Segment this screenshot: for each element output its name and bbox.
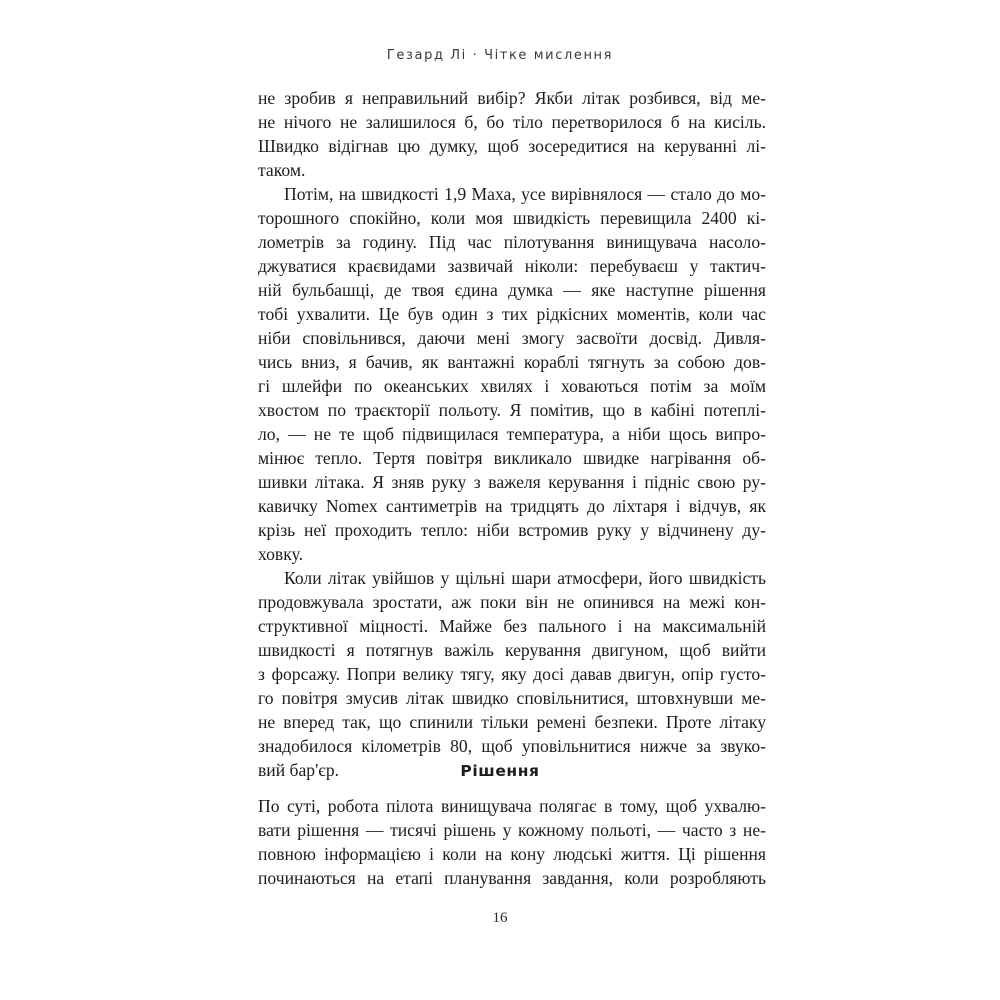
text-line: знадобилося кілометрів 80, щоб уповільнитися нижче за звуко- [258, 736, 766, 756]
section-heading: Рішення [460, 762, 540, 780]
text-line: торошного спокійно, коли моя швидкість перевищила 2400 кі- [258, 208, 766, 228]
page-number: 16 [492, 910, 508, 926]
text-line: хвостом по траєкторії польоту. Я помітив, що в кабіні потеплі- [258, 400, 766, 420]
text-line: По суті, робота пілота винищувача полягає в тому, щоб ухвалю- [258, 796, 766, 816]
text-line: таком. [258, 160, 306, 180]
text-line: кавичку Nomex сантиметрів на тридцять до ліхтаря і відчув, як [258, 496, 766, 516]
text-line: повною інформацією і коли на кону людські життя. Ці рішення [258, 844, 766, 864]
text-line: чись вниз, я бачив, як вантажні кораблі тягнуть за собою дов- [258, 352, 766, 372]
text-line: Коли літак увійшов у щільні шари атмосфери, його швидкість [284, 568, 766, 588]
text-line: тобі ухвалити. Це був один з тих рідкісних моментів, коли час [258, 304, 766, 324]
text-line: починаються на етапі планування завдання, коли розробляють [258, 868, 766, 888]
body-text [258, 86, 766, 782]
text-line: продовжувала зростати, аж поки він не опинився на межі кон- [258, 592, 766, 612]
text-line: джуватися краєвидами зазвичай ніколи: перебуваєш у тактич- [258, 256, 766, 276]
text-line: Швидко відігнав цю думку, щоб зосередитися на керуванні лі- [258, 136, 766, 156]
text-line: лометрів за годину. Під час пілотування винищувача насоло- [258, 232, 766, 252]
text-line: структивної міцності. Майже без пального і на максимальній [258, 616, 766, 636]
text-line: мінює тепло. Тертя повітря викликало швидке нагрівання об- [258, 448, 766, 468]
text-line: шивки літака. Я зняв руку з важеля керування і підніс свою ру- [258, 472, 766, 492]
text-line: го повітря змусив літак швидко сповільнитися, штовхнувши ме- [258, 688, 766, 708]
text-line: крізь неї проходить тепло: ніби встромив руку у відчинену ду- [258, 520, 766, 540]
body-text-section [258, 794, 766, 890]
text-line: Потім, на швидкості 1,9 Маха, усе вирівнялося — стало до мо- [284, 184, 766, 204]
text-line: ло, — не те щоб підвищилася температура, а ніби щось випро- [258, 424, 766, 444]
text-line: не вперед так, що спинили тільки ремені безпеки. Проте літаку [258, 712, 766, 732]
text-line: ніби сповільнився, даючи мені змогу засвоїти досвід. Дивля- [258, 328, 766, 348]
text-line: не зробив я неправильний вибір? Якби літак розбився, від ме- [258, 88, 766, 108]
text-line: швидкості я потягнув важіль керування двигуном, щоб вийти [258, 640, 766, 660]
running-header: Гезард Лі · Чітке мислення [386, 48, 614, 63]
text-line: ховку. [258, 544, 303, 564]
text-line: вий бар'єр. [258, 760, 340, 780]
text-line: вати рішення — тисячі рішень у кожному польоті, — часто з не- [258, 820, 766, 840]
text-line: не нічого не залишилося б, бо тіло перетворилося б на кисіль. [258, 112, 766, 132]
text-line: гі шлейфи по океанських хвилях і ховаються потім за моїм [258, 376, 766, 396]
text-line: ній бульбашці, де твоя єдина думка — яке наступне рішення [258, 280, 766, 300]
text-line: з форсажу. Попри велику тягу, яку досі давав двигун, опір густо- [258, 664, 766, 684]
